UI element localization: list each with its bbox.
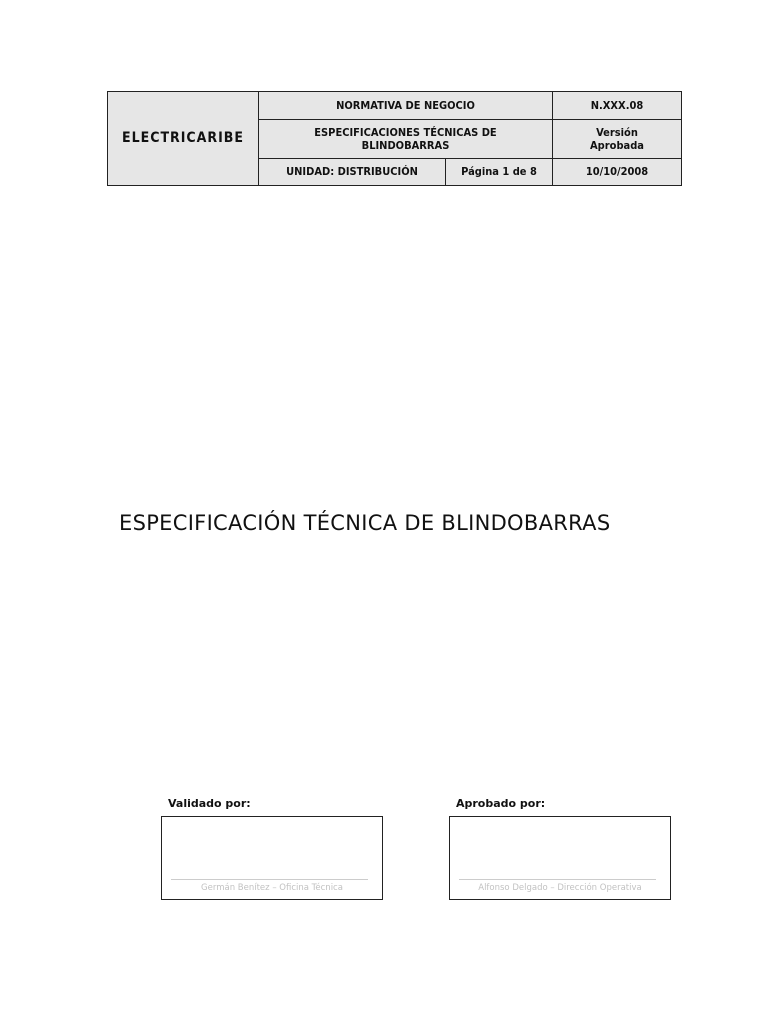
validated-by-signature-box (161, 816, 383, 900)
company-name: ELECTRICARIBE (108, 92, 259, 186)
version-line1: Versión (596, 126, 638, 139)
signature-line (171, 879, 368, 880)
header-document-title (259, 120, 553, 158)
page-number: Página 1 de 8 (446, 158, 553, 185)
version-status (553, 120, 682, 158)
document-code: N.XXX.08 (553, 92, 682, 120)
validated-by-block (161, 797, 383, 900)
approved-by-label: Aprobado por: (456, 797, 546, 810)
document-header-table (107, 91, 682, 186)
approved-by-signature-box (449, 816, 671, 900)
header-title-line2: BLINDOBARRAS (361, 139, 450, 152)
validator-name: Germán Benítez – Oficina Técnica (201, 883, 343, 893)
document-date: 10/10/2008 (553, 158, 682, 185)
header-title-line1: ESPECIFICACIONES TÉCNICAS DE (314, 126, 497, 139)
approver-name: Alfonso Delgado – Dirección Operativa (478, 883, 642, 893)
validated-by-label: Validado por: (168, 797, 251, 810)
unidad-label: UNIDAD: DISTRIBUCIÓN (259, 158, 446, 185)
approved-by-block (449, 797, 671, 900)
version-line2: Aprobada (590, 139, 644, 152)
signature-line (459, 879, 656, 880)
normativa-label: NORMATIVA DE NEGOCIO (259, 92, 553, 120)
document-title: ESPECIFICACIÓN TÉCNICA DE BLINDOBARRAS (119, 511, 611, 535)
